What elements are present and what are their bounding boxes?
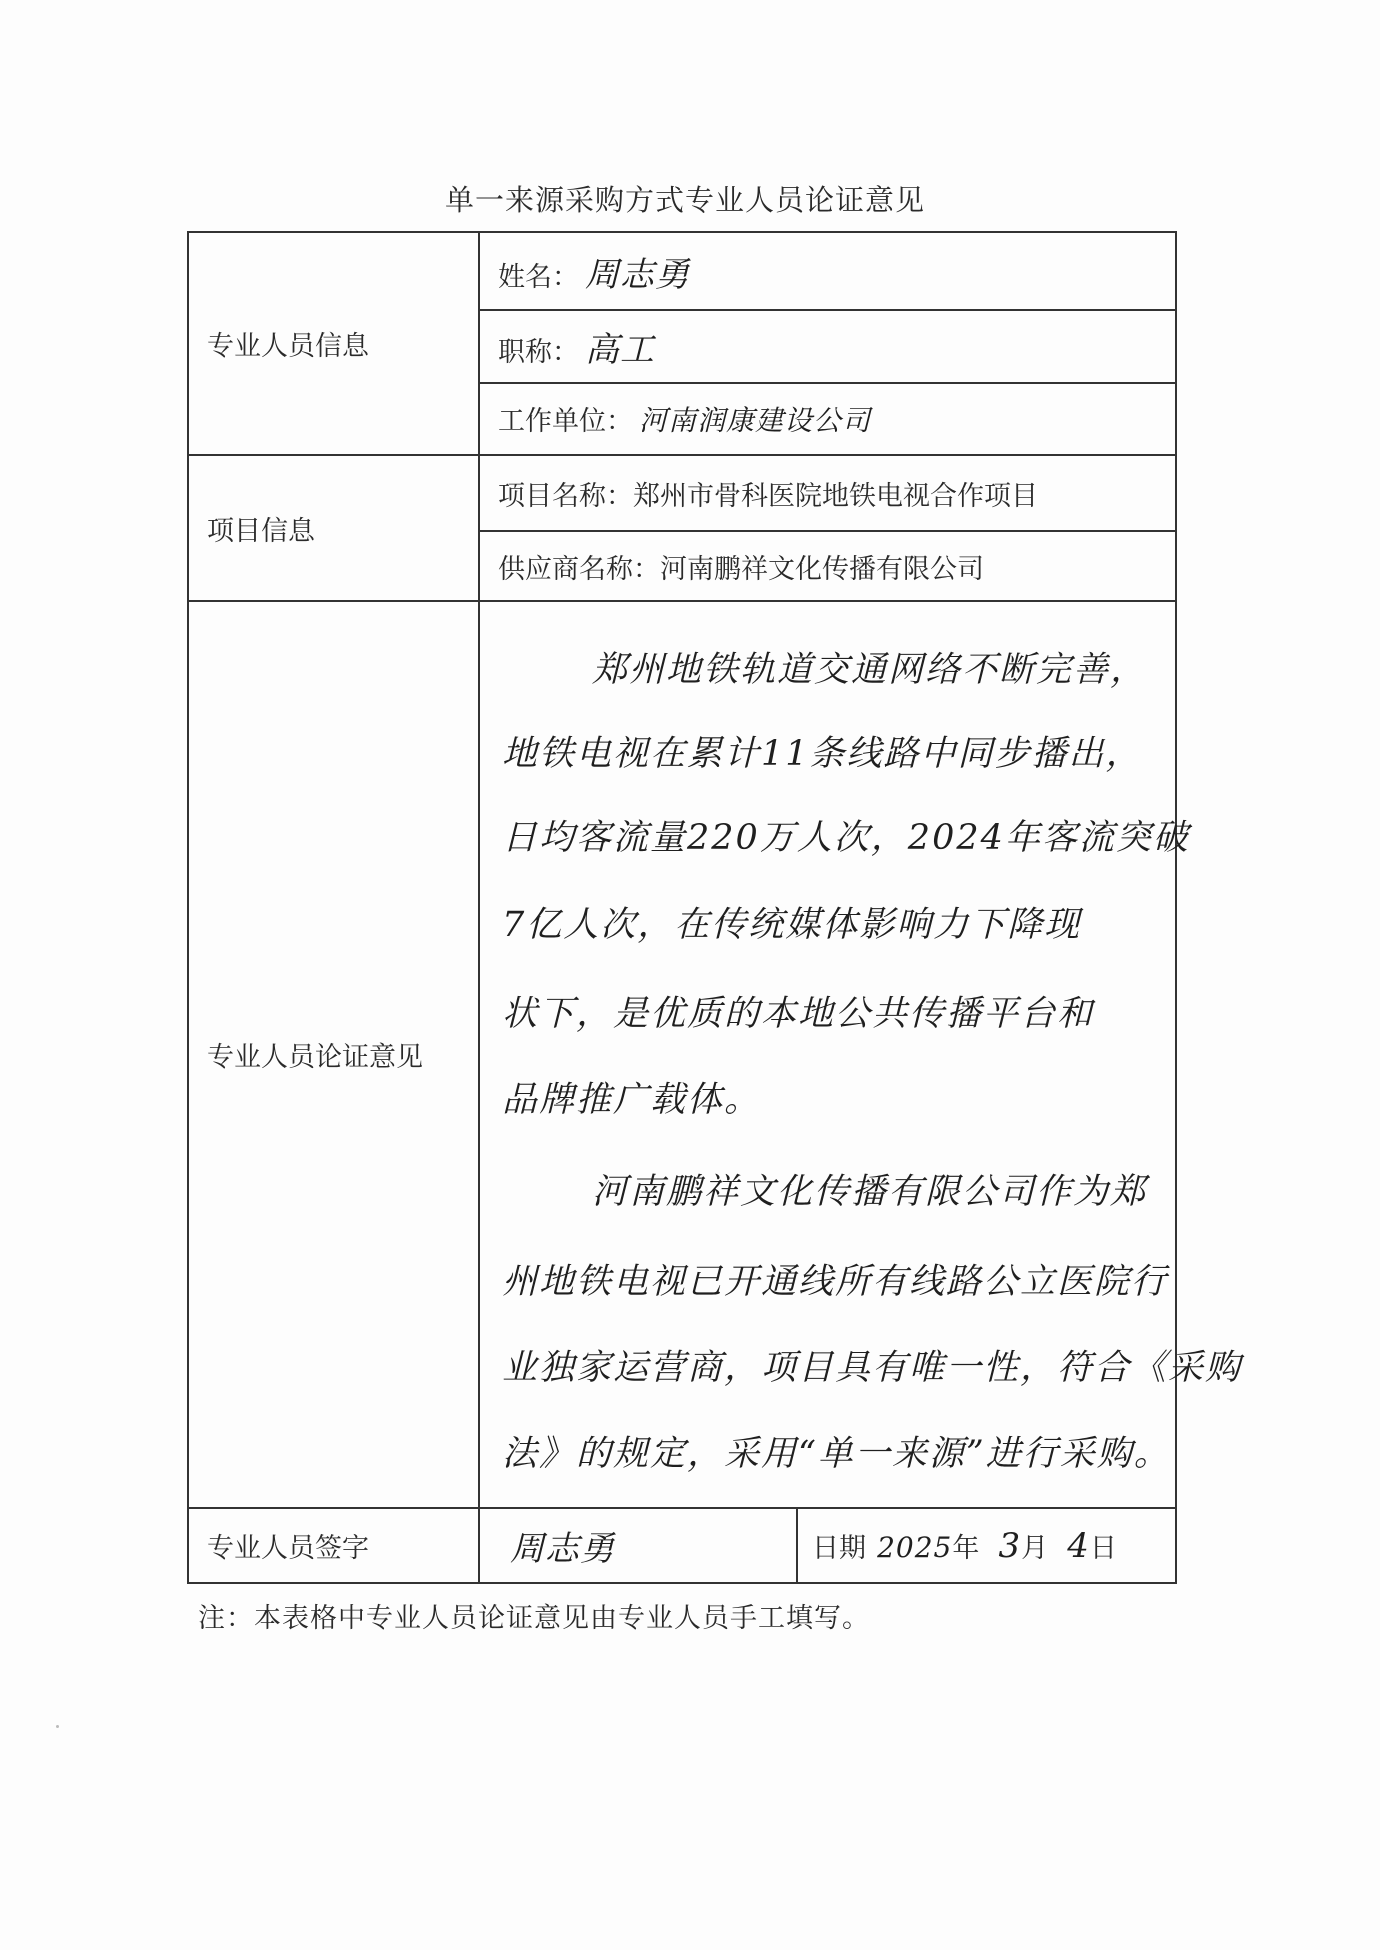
job-title-row	[479, 310, 1176, 383]
supplier-label: 供应商名称：	[498, 553, 660, 585]
opinion-line: 品牌推广载体。	[502, 1080, 762, 1120]
signature-value: 周志勇	[510, 1529, 615, 1569]
opinion-content	[479, 601, 1243, 1508]
supplier-value: 河南鹏祥文化传播有限公司	[660, 553, 984, 585]
date-month-suffix: 月	[1021, 1532, 1049, 1564]
employer-label: 工作单位：	[498, 406, 633, 437]
opinion-line: 河南鹏祥文化传播有限公司作为郑	[592, 1172, 1148, 1212]
opinion-line: 状下，是优质的本地公共传播平台和	[502, 994, 1095, 1034]
project-name-value: 郑州市骨科医院地铁电视合作项目	[633, 480, 1038, 512]
employer-row	[479, 383, 1176, 455]
date-cell	[797, 1508, 1176, 1583]
opinion-line: 法》的规定，采用“单一来源”进行采购。	[502, 1434, 1171, 1474]
name-value: 周志勇	[585, 254, 690, 295]
date-label: 日期	[812, 1532, 866, 1564]
expert-info-label: 专业人员信息	[188, 232, 479, 455]
supplier-row	[479, 531, 1176, 601]
opinion-line: 业独家运营商，项目具有唯一性，符合《采购	[502, 1348, 1243, 1388]
date-day-suffix: 日	[1089, 1532, 1117, 1564]
opinion-line: 7亿人次，在传统媒体影响力下降现	[502, 905, 1082, 945]
opinion-line: 日均客流量220万人次，2024年客流突破	[502, 818, 1190, 858]
job-title-label: 职称：	[498, 337, 579, 368]
opinion-line: 郑州地铁轨道交通网络不断完善，	[592, 650, 1148, 690]
scan-speck	[56, 1725, 59, 1728]
footnote: 注：本表格中专业人员论证意见由专业人员手工填写。	[198, 1603, 870, 1634]
job-title-value: 高工	[585, 330, 655, 370]
name-label: 姓名：	[498, 261, 579, 293]
date-year: 2025	[877, 1530, 953, 1564]
opinion-line: 地铁电视在累计11条线路中同步播出，	[502, 734, 1143, 774]
date-day: 4	[1067, 1525, 1090, 1566]
opinion-label: 专业人员论证意见	[188, 601, 479, 1508]
page-title: 单一来源采购方式专业人员论证意见	[444, 183, 925, 217]
project-name-label: 项目名称：	[498, 480, 633, 512]
signature-cell	[479, 1508, 797, 1583]
date-year-suffix: 年	[952, 1532, 980, 1564]
project-info-label: 项目信息	[188, 455, 479, 601]
employer-value: 河南润康建设公司	[639, 404, 872, 437]
argument-form-table	[187, 231, 1243, 1584]
name-row	[479, 232, 1176, 310]
date-month: 3	[998, 1525, 1022, 1566]
opinion-line: 州地铁电视已开通线所有线路公立医院行	[502, 1262, 1169, 1302]
signature-label: 专业人员签字	[188, 1508, 479, 1583]
project-name-row	[479, 455, 1176, 531]
